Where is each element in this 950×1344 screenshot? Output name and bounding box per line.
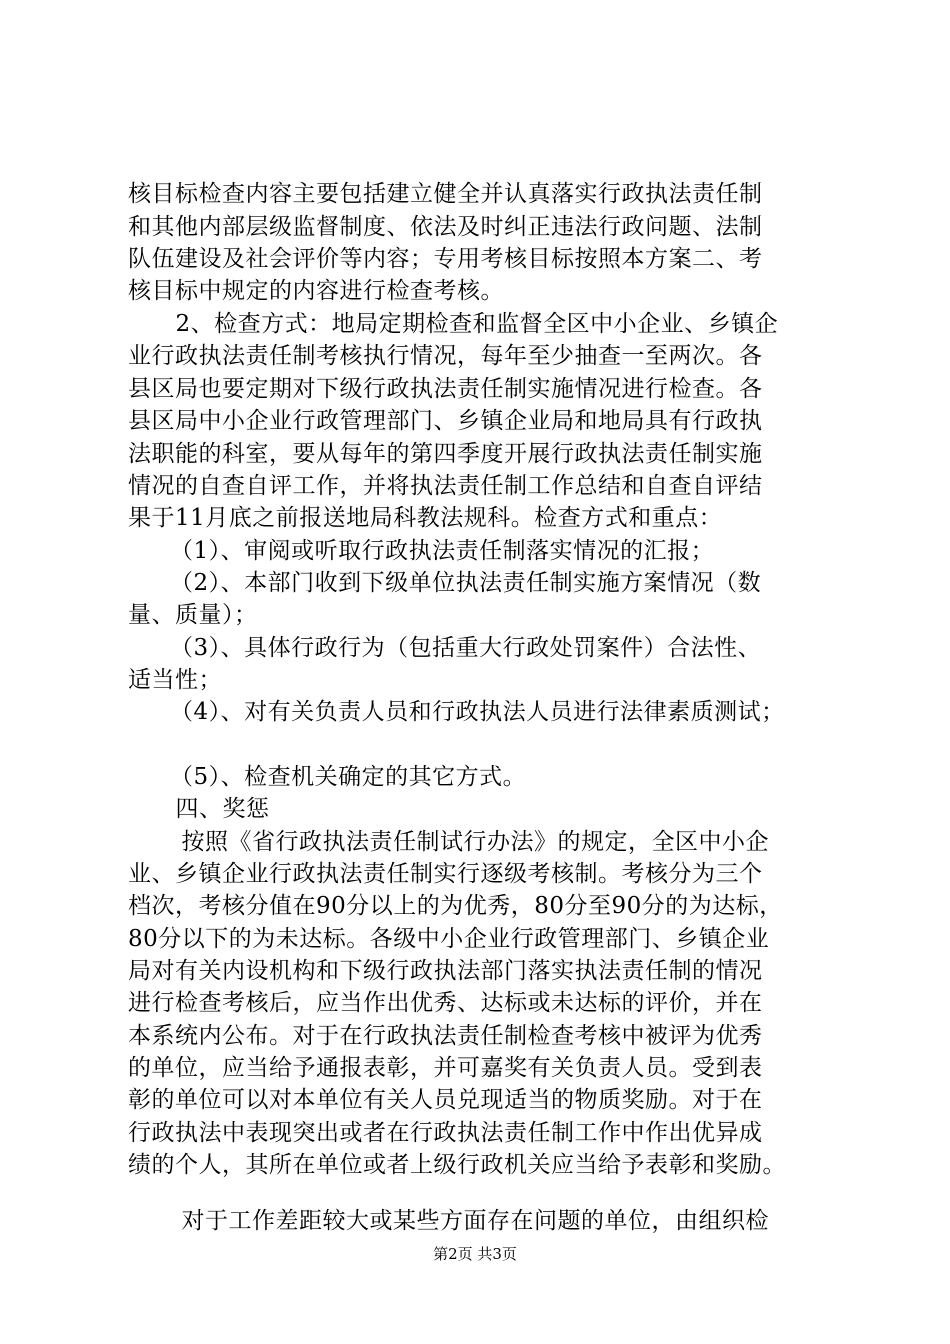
paragraph-line: 县区局中小企业行政管理部门、乡镇企业局和地局具有行政执 — [128, 408, 763, 434]
paragraph-line: 档次，考核分值在90分以上的为优秀，80分至90分的为达标， — [128, 893, 783, 919]
paragraph-line: 法职能的科室，要从每年的第四季度开展行政执法责任制实施 — [128, 441, 763, 467]
paragraph-line: 80分以下的为未达标。各级中小企业行政管理部门、乡镇企业 — [128, 926, 770, 952]
paragraph-line: 进行检查考核后，应当作出优秀、达标或未达标的评价，并在 — [128, 990, 763, 1016]
paragraph-line: 果于11月底之前报送地局科教法规科。检查方式和重点： — [128, 505, 723, 531]
paragraph-line: 按照《省行政执法责任制试行办法》的规定，全区中小企 — [158, 829, 769, 855]
list-item: （5）、检查机关确定的其它方式。 — [158, 764, 527, 790]
paragraph-line: 适当性； — [128, 667, 222, 693]
paragraph-line: 情况的自查自评工作，并将执法责任制工作总结和自查自评结 — [128, 473, 763, 499]
paragraph-line: 业、乡镇企业行政执法责任制实行逐级考核制。考核分为三个 — [128, 861, 763, 887]
paragraph-line: 业行政执法责任制考核执行情况，每年至少抽查一至两次。各 — [128, 343, 763, 369]
paragraph-line: 县区局也要定期对下级行政执法责任制实施情况进行检查。各 — [128, 376, 763, 402]
paragraph-line: 局对有关内设机构和下级行政执法部门落实执法责任制的情况 — [128, 958, 763, 984]
paragraph-line: 绩的个人，其所在单位或者上级行政机关应当给予表彰和奖励。 — [128, 1152, 786, 1178]
section-heading: 四、奖惩 — [152, 796, 270, 822]
paragraph-line: 核目标中规定的内容进行检查考核。 — [128, 278, 504, 304]
paragraph-line: 核目标检查内容主要包括建立健全并认真落实行政执法责任制 — [128, 181, 763, 207]
list-item: （1）、审阅或听取行政执法责任制落实情况的汇报； — [158, 538, 715, 564]
paragraph-line: 本系统内公布。对于在行政执法责任制检查考核中被评为优秀 — [128, 1023, 763, 1049]
list-item: （3）、具体行政行为（包括重大行政处罚案件）合法性、 — [158, 635, 762, 661]
list-item: （4）、对有关负责人员和行政执法人员进行法律素质测试； — [158, 699, 785, 725]
paragraph-line: 队伍建设及社会评价等内容；专用考核目标按照本方案二、考 — [128, 246, 763, 272]
paragraph-line: 行政执法中表现突出或者在行政执法责任制工作中作出优异成 — [128, 1120, 763, 1146]
paragraph-line: 和其他内部层级监督制度、依法及时纠正违法行政问题、法制 — [128, 214, 763, 240]
paragraph-line: 的单位，应当给予通报表彰，并可嘉奖有关负责人员。受到表 — [128, 1055, 763, 1081]
page-number-footer: 第2页 共3页 — [433, 1245, 517, 1263]
paragraph-line: 彰的单位可以对本单位有关人员兑现适当的物质奖励。对于在 — [128, 1087, 763, 1113]
paragraph-line: 对于工作差距较大或某些方面存在问题的单位，由组织检 — [158, 1208, 769, 1234]
list-item: （2）、本部门收到下级单位执法责任制实施方案情况（数 — [158, 570, 762, 596]
paragraph-line: 量、质量）； — [128, 602, 258, 628]
paragraph-line: 2、检查方式：地局定期检查和监督全区中小企业、乡镇企 — [152, 311, 779, 337]
